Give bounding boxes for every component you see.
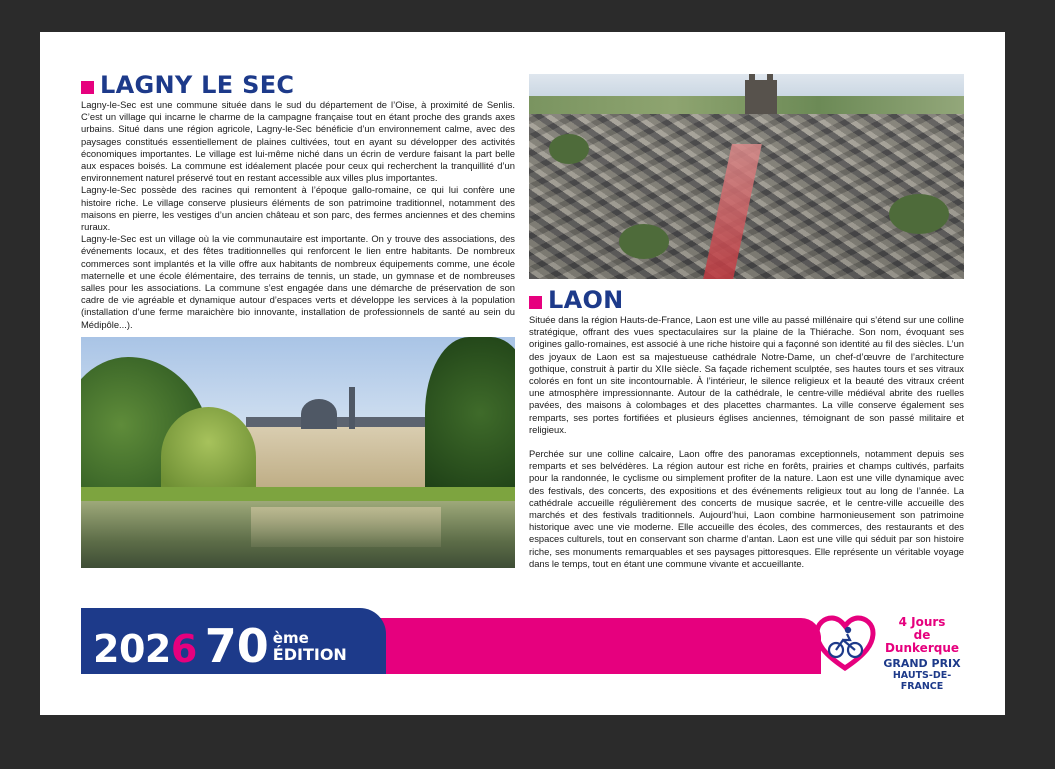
laon-title: LAON xyxy=(548,286,624,314)
heading-square-icon xyxy=(81,81,94,94)
year-label: 2026 xyxy=(93,627,197,671)
pink-band xyxy=(341,618,821,674)
lagny-title: LAGNY LE SEC xyxy=(100,71,295,99)
logo-text xyxy=(876,616,968,692)
edition-banner xyxy=(81,608,386,674)
laon-paragraph-2: Perchée sur une colline calcaire, Laon offre des panoramas exceptionnels, notamment depuis ses remparts et ses belvédères. La région autour est riche en forêts, prairies et champs cultivés, parfaits pour la randonnée, le cyclisme ou simplement profiter de la nature. Laon est une ville dynamique avec des festivals, des concerts, des expositions et des événements religieux tout au long de l’année. La cathédrale accueille régulièrement des concerts de musique sacrée, et le centre-ville accueille des marchés et des festivals traditionnels. Aujourd’hui, Laon combine harmonieusement son patrimoine historique avec une vie moderne. Elle accueille des écoles, des commerces, des restaurants et des espaces culturels, tout en conservant son charme d’antan. Laon est une ville qui séduit par son histoire riche, ses monuments remarquables et ses paysages pittoresques. Elle représente un véritable voyage dans le temps, tout en étant une commune vivante et accueillante. xyxy=(529,448,964,569)
edition-suffix: ème xyxy=(272,629,309,647)
lagny-paragraph-2: Lagny-le-Sec possède des racines qui remontent à l’époque gallo-romaine, ce qui lui confère une histoire riche. Le village conserve plusieurs éléments de son patrimoine traditionnel, notamment des maisons en pierre, les vestiges d’un ancien château et son parc, des fermes anciennes et des chemins ruraux. xyxy=(81,184,515,233)
race-logo xyxy=(814,612,966,692)
lagny-section xyxy=(81,72,515,568)
laon-section xyxy=(529,74,964,570)
lagny-paragraph-3: Lagny-le-Sec est un village où la vie communautaire est importante. On y trouve des associations, des événements locaux, et des fêtes traditionnelles qui renforcent le lien entre habitants. De nombreux commerces sont implantés et la ville offre aux habitants de nombreux équipements comme, une école maternelle et une école élémentaire, des terrains de tennis, un stade, un gymnase et de nombreuses salles pour les associations. La commune s’est engagée dans une démarche de préservation de son cadre de vie agréable et dynamique autour d’espaces verts et développe les services à la population (installation d’une ferme maraichère bio innovante, installation de professionnels de santé au sein du Médipôle...). xyxy=(81,233,515,330)
lagny-paragraph-1: Lagny-le-Sec est une commune située dans le sud du département de l’Oise, à proximité de Senlis. C’est un village qui incarne le charme de la campagne française tout en étant proche des grands axes urbains. Situé dans une région agricole, Lagny-le-Sec bénéficie d’un environnement calme, avec des paysages constitués essentiellement de plaines cultivées, tout en ayant su développer des activités économiques importantes. Le village est lui-même niché dans un écrin de verdure faisant la part belle aux espaces boisés. La commune est idéalement placée pour ceux qui recherchent la tranquillité d’un environnement naturel préservé tout en restant accessible aux villes plus importantes. xyxy=(81,99,515,184)
edition-footer xyxy=(81,608,966,692)
logo-line-1b: de Dunkerque xyxy=(884,628,960,655)
logo-line-1a: 4 Jours xyxy=(898,615,946,629)
laon-heading xyxy=(529,287,964,313)
edition-number: 70 xyxy=(204,619,269,673)
logo-line-2: GRAND PRIX xyxy=(883,657,961,670)
laon-body xyxy=(529,314,964,570)
edition-word: ÉDITION xyxy=(272,645,347,664)
laon-aerial-photo xyxy=(529,74,964,279)
chateau-photo xyxy=(81,337,515,568)
cyclist-heart-icon xyxy=(814,614,876,672)
heading-square-icon xyxy=(529,296,542,309)
lagny-heading xyxy=(81,72,515,98)
lagny-body xyxy=(81,99,515,331)
brochure-page xyxy=(40,32,1005,715)
logo-line-3: HAUTS-DE-FRANCE xyxy=(892,670,952,692)
laon-paragraph-1: Située dans la région Hauts-de-France, Laon est une ville au passé millénaire qui s’étend sur une colline stratégique, offrant des vues spectaculaires sur la plaine de la Thiérache. Son nom, évoquant ses origines gallo-romaines, est associé à une riche histoire qui a façonné son identité au fil des siècles. L’un des joyaux de Laon est sa majestueuse cathédrale Notre-Dame, un chef-d’œuvre de l’architecture gothique, construit à partir du XIIe siècle. Sa façade richement sculptée, ses hautes tours et ses vitraux colorés en font un site incontournable. À l’intérieur, le silence religieux et la beauté des vitraux créent une atmosphère impressionnante. Autour de la cathédrale, le centre-ville médiéval abrite des ruelles pavées, des maisons à colombages et des placettes charmantes. La ville conserve également ses remparts, ses portes fortifiées et plusieurs églises anciennes, témoignant de son passé militaire et religieux. xyxy=(529,314,964,435)
edition-label xyxy=(273,630,347,664)
